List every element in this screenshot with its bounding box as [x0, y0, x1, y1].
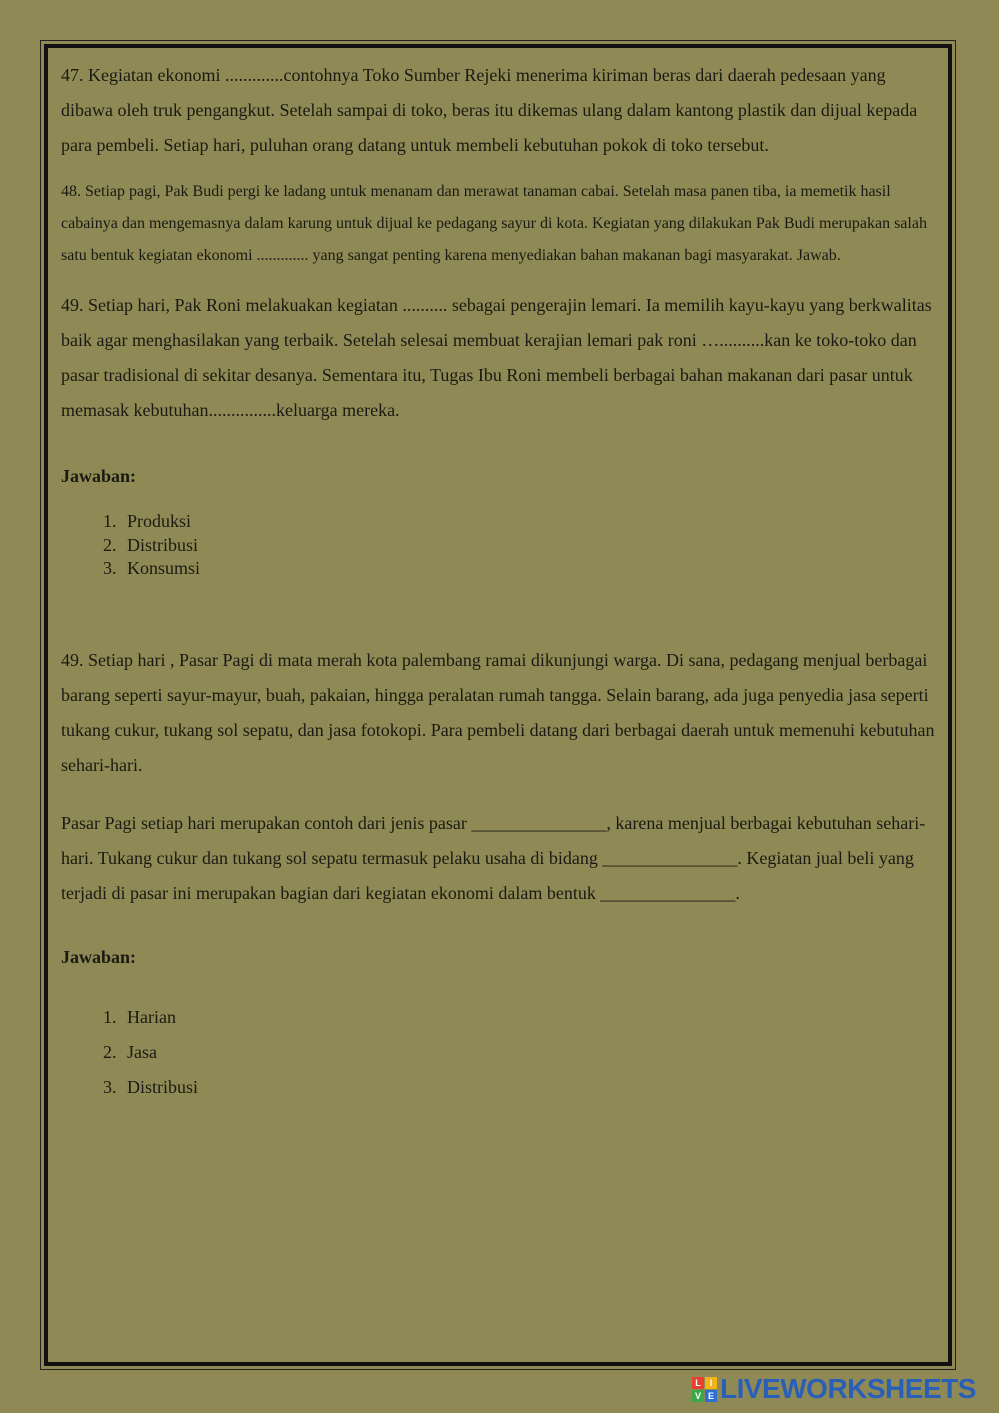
list-item: 2. Distribusi — [121, 534, 936, 558]
worksheet-content — [61, 58, 936, 1105]
answer-heading: Jawaban: — [61, 946, 137, 967]
logo-letter: I — [705, 1377, 717, 1389]
question-47: 47. Kegiatan ekonomi .............contohnya Toko Sumber Rejeki menerima kiriman beras dari daerah pedesaan yang dibawa oleh truk pengangkut. Setelah sampai di toko, beras itu dikemas ulang dalam kantong plastik dan dijual kepada para pembeli. Setiap hari, puluhan orang datang untuk membeli kebutuhan pokok di toko tersebut. — [61, 65, 918, 155]
logo-letter: L — [692, 1377, 704, 1389]
question-48: 48. Setiap pagi, Pak Budi pergi ke ladang untuk menanam dan merawat tanaman cabai. Setelah masa panen tiba, ia memetik hasil cabainya dan mengemasnya dalam karung untuk dijual ke pedagang sayur di kota. Kegiatan yang dilakukan Pak Budi merupakan salah satu bentuk kegiatan ekonomi ............. yang sangat penting karena menyediakan bahan makanan bagi masyarakat. Jawab. — [61, 183, 927, 264]
live-logo-icon — [692, 1377, 717, 1402]
list-item: 1. Produksi — [121, 510, 936, 534]
list-item: 3. Konsumsi — [121, 557, 936, 581]
answer-heading: Jawaban: — [61, 466, 137, 486]
list-item: 1. Harian — [121, 1000, 936, 1035]
question-49-pasar-pagi: 49. Setiap hari , Pasar Pagi di mata merah kota palembang ramai dikunjungi warga. Di sana, pedagang menjual berbagai barang seperti sayur-mayur, buah, pakaian, hingga peralatan rumah tangga. Selain barang, ada juga penyedia jasa seperti tukang cukur, tukang sol sepatu, dan jasa fotokopi. Para pembeli datang dari berbagai daerah untuk memenuhi kebutuhan sehari-hari. — [61, 649, 935, 775]
question-49-roni: 49. Setiap hari, Pak Roni melakuakan kegiatan .......... sebagai pengerajin lemari. Ia memilih kayu-kayu yang berkwalitas baik agar menghasilakan yang terbaik. Setelah selesai membuat kerajian lemari pak roni …..........kan ke toko-toko dan pasar tradisional di sekitar desanya. Sementara itu, Tugas Ibu Roni membeli berbagai bahan makanan dari pasar untuk memasak kebutuhan...............keluarga mereka. — [61, 295, 932, 420]
logo-letter: E — [705, 1390, 717, 1402]
logo-text: LIVEWORKSHEETS — [720, 1373, 976, 1404]
logo-letter: V — [692, 1390, 704, 1402]
answer-list-2 — [61, 1000, 936, 1105]
list-item: 2. Jasa — [121, 1035, 936, 1070]
answer-list-1 — [61, 510, 936, 581]
list-item: 3. Distribusi — [121, 1070, 936, 1105]
question-pasar-blanks: Pasar Pagi setiap hari merupakan contoh dari jenis pasar _______________, karena menjual berbagai kebutuhan sehari-hari. Tukang cukur dan tukang sol sepatu termasuk pelaku usaha di bidang _______________. Kegiatan jual beli yang terjadi di pasar ini merupakan bagian dari kegiatan ekonomi dalam bentuk _______________. — [61, 812, 926, 903]
liveworksheets-logo — [692, 1374, 976, 1404]
